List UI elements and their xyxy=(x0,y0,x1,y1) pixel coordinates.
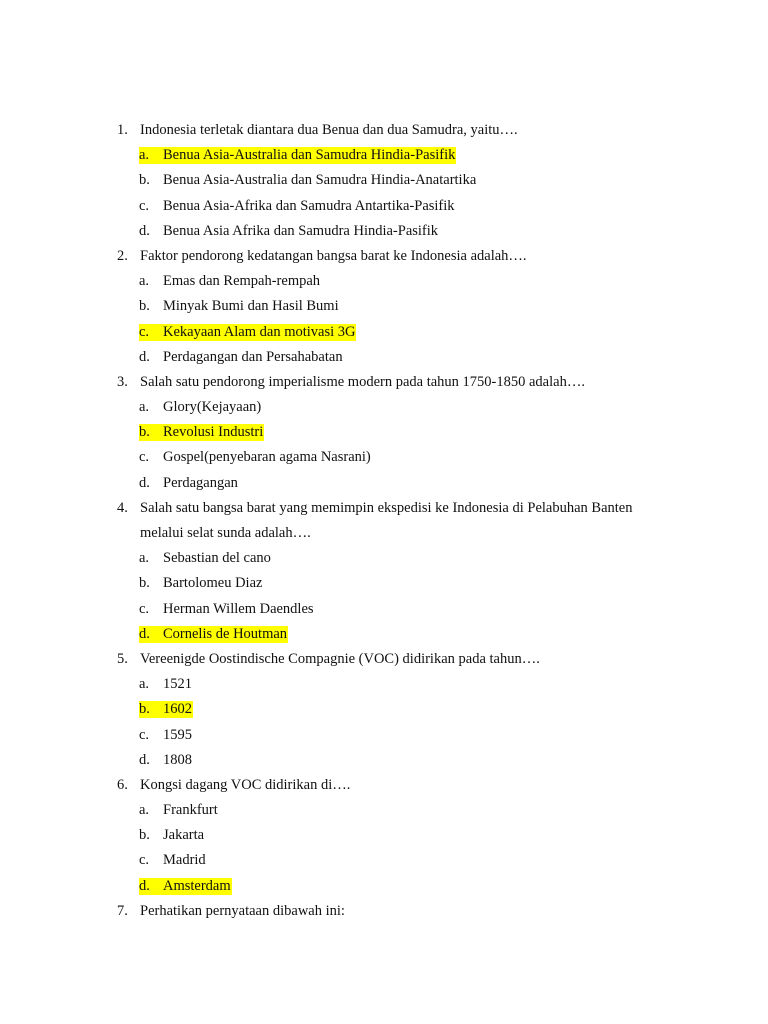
answer-option xyxy=(0,874,768,899)
highlighted-answer xyxy=(139,147,456,164)
option-letter: d. xyxy=(139,222,150,239)
question-number: 5. xyxy=(117,650,128,667)
question-text: Salah satu bangsa barat yang memimpin ekspedisi ke Indonesia di Pelabuhan Banten xyxy=(140,499,633,516)
answer-option xyxy=(0,823,768,848)
option-letter: c. xyxy=(139,197,150,214)
answer-option xyxy=(0,723,768,748)
answer-option xyxy=(0,320,768,345)
question-text: Salah satu pendorong imperialisme modern pada tahun 1750-1850 adalah…. xyxy=(140,373,585,390)
answer-option-content xyxy=(139,269,320,294)
option-text: Revolusi Industri xyxy=(163,424,264,441)
answer-option xyxy=(0,294,768,319)
option-text: 1808 xyxy=(163,751,192,768)
answer-option xyxy=(0,143,768,168)
question-item xyxy=(0,496,768,521)
answer-option-content xyxy=(139,445,371,470)
answer-option xyxy=(0,471,768,496)
answer-option-content xyxy=(139,848,206,873)
option-text: Jakarta xyxy=(163,827,205,844)
option-letter: d. xyxy=(139,474,150,491)
answer-option-content xyxy=(139,168,476,193)
option-letter: a. xyxy=(139,147,150,164)
answer-option xyxy=(0,219,768,244)
answer-option-content xyxy=(139,571,262,596)
question-item xyxy=(0,244,768,269)
question-text: Faktor pendorong kedatangan bangsa barat ke Indonesia adalah…. xyxy=(140,247,527,264)
highlighted-answer xyxy=(139,424,264,441)
answer-option-content xyxy=(139,748,192,773)
answer-option-content xyxy=(139,672,192,697)
question-list xyxy=(0,118,768,924)
option-text: Frankfurt xyxy=(163,802,218,819)
option-text: Cornelis de Houtman xyxy=(163,625,288,642)
option-text: 1521 xyxy=(163,676,192,693)
answer-option xyxy=(0,672,768,697)
question-text: Indonesia terletak diantara dua Benua dan dua Samudra, yaitu…. xyxy=(140,122,518,138)
answer-option xyxy=(0,345,768,370)
option-text: Perdagangan xyxy=(163,474,238,491)
question-number: 7. xyxy=(117,902,128,919)
answer-option-content xyxy=(139,345,343,370)
question-text: Kongsi dagang VOC didirikan di…. xyxy=(140,776,351,793)
question-number: 6. xyxy=(117,776,128,793)
highlighted-answer xyxy=(139,324,356,341)
answer-option xyxy=(0,697,768,722)
option-letter: a. xyxy=(139,676,150,693)
option-letter: c. xyxy=(139,852,150,869)
option-text: 1602 xyxy=(163,701,192,718)
option-letter: d. xyxy=(139,751,150,768)
answer-option xyxy=(0,546,768,571)
question-text-continuation-line xyxy=(0,521,768,546)
answer-option-content xyxy=(139,546,271,571)
answer-option xyxy=(0,420,768,445)
option-letter: b. xyxy=(139,424,150,441)
option-text: Herman Willem Daendles xyxy=(163,600,314,617)
question-item xyxy=(0,370,768,395)
answer-option xyxy=(0,571,768,596)
option-text: Sebastian del cano xyxy=(163,550,271,567)
question-text: Vereenigde Oostindische Compagnie (VOC) didirikan pada tahun…. xyxy=(140,650,540,667)
option-text: Madrid xyxy=(163,852,206,869)
option-letter: d. xyxy=(139,348,150,365)
option-letter: a. xyxy=(139,273,150,290)
answer-option-content xyxy=(139,395,261,420)
answer-option xyxy=(0,748,768,773)
highlighted-answer xyxy=(139,626,288,643)
option-text: Kekayaan Alam dan motivasi 3G xyxy=(163,323,356,340)
question-item xyxy=(0,647,768,672)
question-number: 3. xyxy=(117,373,128,390)
question-number: 4. xyxy=(117,499,128,516)
option-text: Amsterdam xyxy=(163,877,231,894)
option-letter: b. xyxy=(139,701,150,718)
option-text: Perdagangan dan Persahabatan xyxy=(163,348,343,365)
option-letter: b. xyxy=(139,575,150,592)
question-item xyxy=(0,773,768,798)
option-text: Emas dan Rempah-rempah xyxy=(163,273,321,290)
option-letter: d. xyxy=(139,877,150,894)
option-text: Gospel(penyebaran agama Nasrani) xyxy=(163,449,371,466)
option-letter: a. xyxy=(139,550,150,567)
option-letter: a. xyxy=(139,802,150,819)
answer-option-content xyxy=(139,219,438,244)
question-text-continuation: melalui selat sunda adalah…. xyxy=(140,525,311,541)
option-letter: a. xyxy=(139,399,150,416)
question-number: 2. xyxy=(117,247,128,264)
option-letter: c. xyxy=(139,449,150,466)
option-letter: b. xyxy=(139,298,150,315)
option-text: Benua Asia-Afrika dan Samudra Antartika-Pasifik xyxy=(163,197,455,214)
option-letter: b. xyxy=(139,827,150,844)
highlighted-answer xyxy=(139,701,193,718)
answer-option-content xyxy=(139,723,192,748)
answer-option xyxy=(0,194,768,219)
question-number: 1. xyxy=(117,122,128,138)
answer-option-content xyxy=(139,798,218,823)
option-letter: b. xyxy=(139,172,150,189)
answer-option xyxy=(0,848,768,873)
answer-option xyxy=(0,395,768,420)
option-text: 1595 xyxy=(163,726,192,743)
option-text: Benua Asia-Australia dan Samudra Hindia-Anatartika xyxy=(163,172,477,189)
option-letter: c. xyxy=(139,323,150,340)
question-item xyxy=(0,899,768,924)
highlighted-answer xyxy=(139,878,232,895)
answer-option xyxy=(0,597,768,622)
answer-option xyxy=(0,622,768,647)
answer-option-content xyxy=(139,823,204,848)
answer-option xyxy=(0,269,768,294)
question-item xyxy=(0,118,768,143)
option-letter: c. xyxy=(139,600,150,617)
option-text: Glory(Kejayaan) xyxy=(163,399,262,416)
answer-option-content xyxy=(139,294,339,319)
answer-option xyxy=(0,798,768,823)
option-letter: d. xyxy=(139,625,150,642)
answer-option-content xyxy=(139,471,238,496)
option-text: Bartolomeu Diaz xyxy=(163,575,263,592)
option-text: Minyak Bumi dan Hasil Bumi xyxy=(163,298,339,315)
answer-option-content xyxy=(139,194,455,219)
answer-option xyxy=(0,168,768,193)
option-text: Benua Asia-Australia dan Samudra Hindia-Pasifik xyxy=(163,147,456,164)
option-letter: c. xyxy=(139,726,150,743)
answer-option xyxy=(0,445,768,470)
question-text: Perhatikan pernyataan dibawah ini: xyxy=(140,902,345,919)
option-text: Benua Asia Afrika dan Samudra Hindia-Pasifik xyxy=(163,222,439,239)
answer-option-content xyxy=(139,597,314,622)
